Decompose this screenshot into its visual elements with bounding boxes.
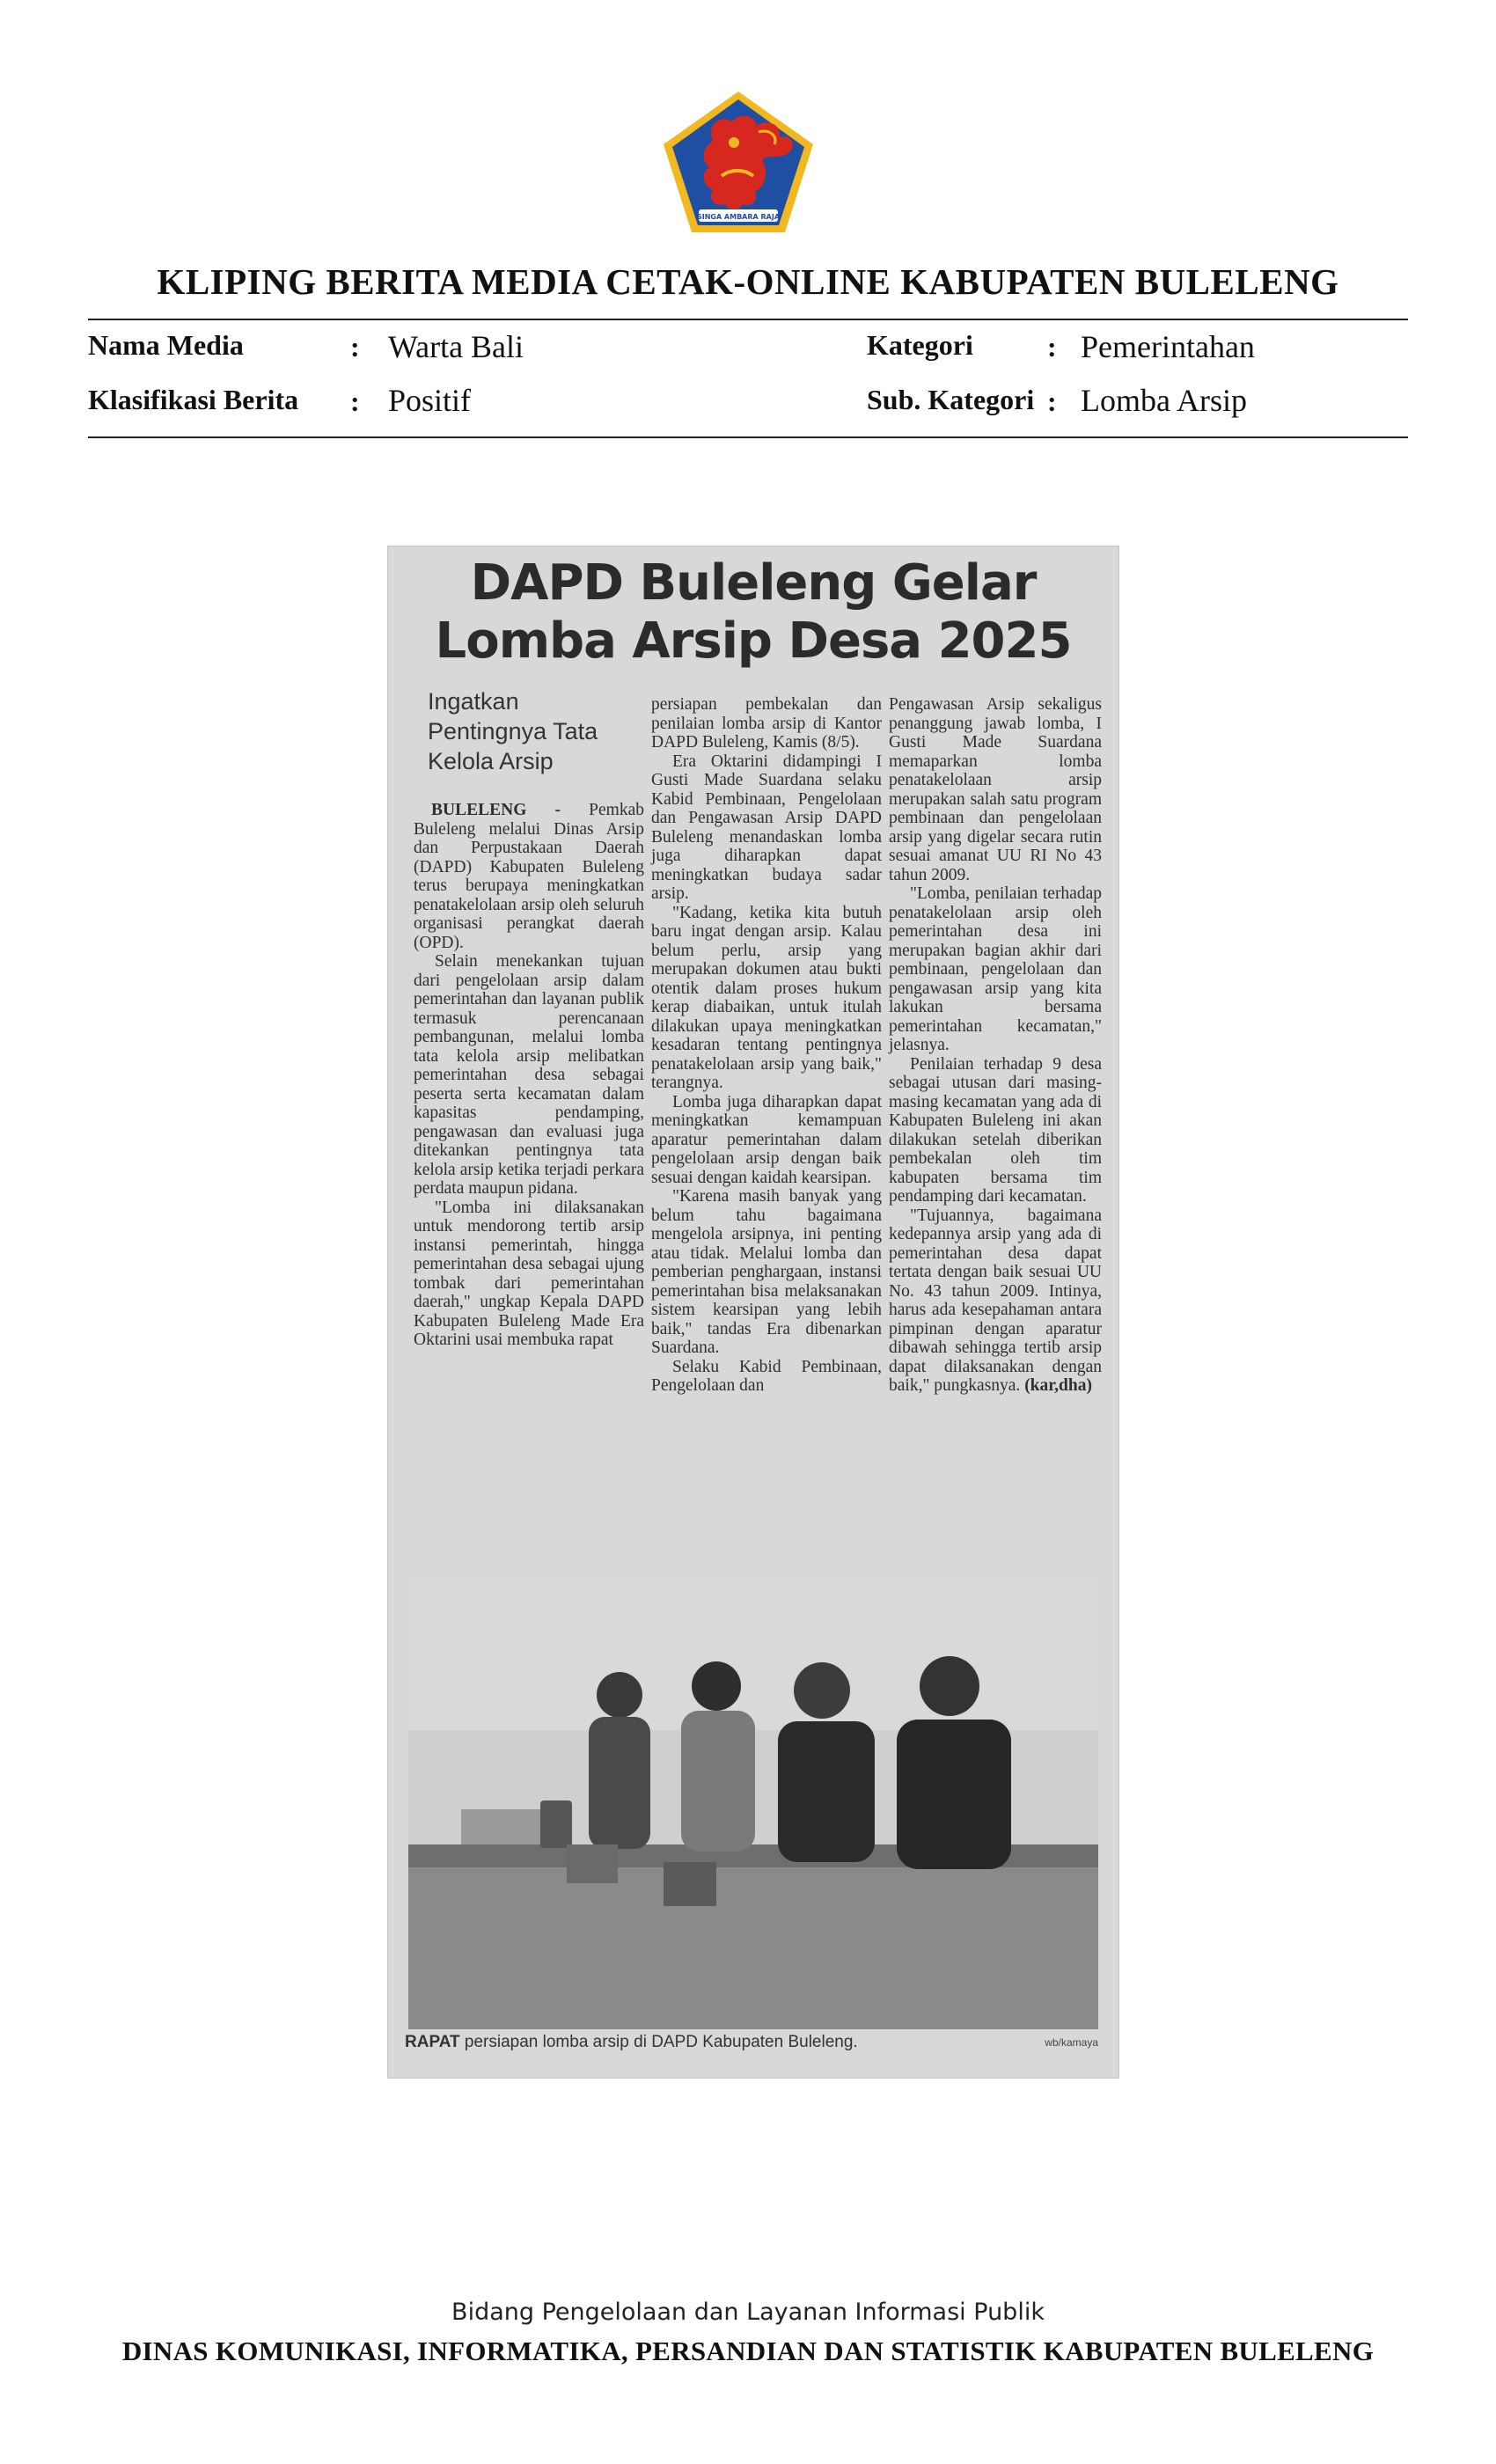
category-label: Kategori [867, 329, 973, 361]
classification-label: Klasifikasi Berita [88, 384, 299, 415]
caption-label: RAPAT [405, 2033, 460, 2051]
footer-subtitle: Bidang Pengelolaan dan Layanan Informasi Publik [451, 2299, 1045, 2326]
caption-text: persiapan lomba arsip di DAPD Kabupaten Buleleng. [459, 2033, 858, 2051]
photo-credit: wb/kamaya [1045, 2036, 1098, 2049]
article-paragraph: Penilaian terhadap 9 desa sebagai utusan dari masing-masing kecamatan yang ada di Kabupaten Buleleng ini akan dilakukan setelah diberikan pembekalan oleh tim kabupaten bersama tim pendamping dari kecamatan. [889, 1054, 1102, 1206]
subcategory-label: Sub. Kategori [867, 384, 1035, 415]
article-paragraph [889, 1206, 1102, 1396]
paragraph-text: Pemkab Buleleng melalui Dinas Arsip dan Perpustakaan Daerah (DAPD) Kabupaten Buleleng terus berupaya meningkatkan penatakelolaan arsip oleh seluruh organisasi perangkat daerah (OPD). [414, 801, 644, 952]
category-colon: : [1047, 331, 1057, 363]
article-column-2 [651, 695, 882, 1396]
photo-caption [405, 2033, 898, 2052]
news-clipping [387, 546, 1119, 2079]
media-colon: : [350, 331, 360, 363]
article-paragraph: "Lomba ini dilaksanakan untuk mendorong tertib arsip instansi pemerintah, hingga pemerintahan desa sebagai ujung tombak dari pemerintahan daerah," ungkap Kepala DAPD Kabupaten Buleleng Made Era Oktarini usai membuka rapat [414, 1198, 644, 1349]
page-title: KLIPING BERITA MEDIA CETAK-ONLINE KABUPATEN BULELENG [157, 261, 1339, 302]
category-value: Pemerintahan [1081, 329, 1255, 364]
article-paragraph: Era Oktarini didampingi I Gusti Made Suardana selaku Kabid Pembinaan, Pengelolaan dan Pengawasan Arsip DAPD Buleleng menandaskan lomba juga diharapkan dapat meningkatkan budaya sadar arsip. [651, 752, 882, 903]
meeting-photo-illustration [408, 1580, 1098, 2029]
article-byline: (kar,dha) [1024, 1376, 1092, 1395]
article-paragraph: "Lomba, penilaian terhadap penatakelolaan arsip oleh pemerintahan desa ini merupakan bagian akhir dari pembinaan, pengelolaan dan pengawasan arsip yang kita lakukan bersama pemerintahan kecamatan," jelasnya. [889, 884, 1102, 1054]
article-paragraph: Selaku Kabid Pembinaan, Pengelolaan dan [651, 1357, 882, 1395]
svg-text:SINGA AMBARA RAJA: SINGA AMBARA RAJA [696, 213, 781, 221]
paragraph-text: "Tujuannya, bagaimana kedepannya arsip yang ada di pemerintahan desa dapat tertata dengan baik sesuai UU No. 43 tahun 2009. Intinya, harus ada kesepahaman antara pimpinan dengan aparatur dibawah sehingga tertib arsip dapat dilaksanakan dengan baik," pungkasnya. [889, 1206, 1102, 1395]
article-headline-line2: Lomba Arsip Desa 2025 [435, 612, 1072, 670]
article-paragraph: "Karena masih banyak yang belum tahu bagaimana mengelola arsipnya, ini penting atau tidak. Melalui lomba dan pemberian penghargaan, instansi pemerintahan bisa melaksanakan sistem kearsipan yang lebih baik," tandas Era dibenarkan Suardana. [651, 1187, 882, 1357]
article-subhead: Ingatkan Pentingnya Tata Kelola Arsip [428, 688, 598, 774]
article-paragraph: Pengawasan Arsip sekaligus penanggung jawab lomba, I Gusti Made Suardana memaparkan lomba penatakelolaan arsip merupakan salah satu program pembinaan dan pengelolaan arsip yang digelar secara rutin sesuai amanat UU RI No 43 tahun 2009. [889, 695, 1102, 884]
header-divider-bottom [88, 436, 1408, 438]
article-photo [408, 1580, 1098, 2029]
classification-value: Positif [388, 383, 472, 418]
classification-colon: : [350, 385, 360, 417]
media-value: Warta Bali [388, 329, 524, 364]
header-divider-top [88, 319, 1408, 320]
article-paragraph: persiapan pembekalan dan penilaian lomba arsip di Kantor DAPD Buleleng, Kamis (8/5). [651, 695, 882, 752]
article-column-1 [414, 801, 644, 1350]
article-headline-line1: DAPD Buleleng Gelar [470, 554, 1037, 612]
media-label: Nama Media [88, 329, 244, 361]
article-paragraph: Selain menekankan tujuan dari pengelolaan arsip dalam pemerintahan dan layanan publik termasuk perencanaan pembangunan, melalui lomba tata kelola arsip melibatkan pemerintahan desa sebagai peserta serta kecamatan dalam kapasitas pendamping, pengawasan dan evaluasi juga ditekankan pentingnya tata kelola arsip ketika terjadi perkara perdata maupun pidana. [414, 952, 644, 1198]
article-column-3 [889, 695, 1102, 1396]
article-paragraph [414, 801, 644, 952]
subcategory-value: Lomba Arsip [1081, 383, 1247, 418]
government-logo [660, 88, 817, 236]
subcategory-colon: : [1047, 385, 1057, 417]
singa-ambara-raja-emblem-icon [660, 88, 817, 236]
article-paragraph: Lomba juga diharapkan dapat meningkatkan kemampuan aparatur pemerintahan dalam pengelolaan arsip dengan baik sesuai dengan kaidah kearsipan. [651, 1092, 882, 1187]
article-dateline: BULELENG - [431, 801, 561, 819]
article-paragraph: "Kadang, ketika kita butuh baru ingat dengan arsip. Kalau belum perlu, arsip yang merupakan dokumen atau bukti otentik dalam proses hukum kerap diabaikan, untuk itulah dilakukan upaya meningkatkan kesadaran tentang pentingnya penatakelolaan arsip yang baik," terangnya. [651, 903, 882, 1092]
footer-title: DINAS KOMUNIKASI, INFORMATIKA, PERSANDIAN DAN STATISTIK KABUPATEN BULELENG [121, 2336, 1375, 2366]
